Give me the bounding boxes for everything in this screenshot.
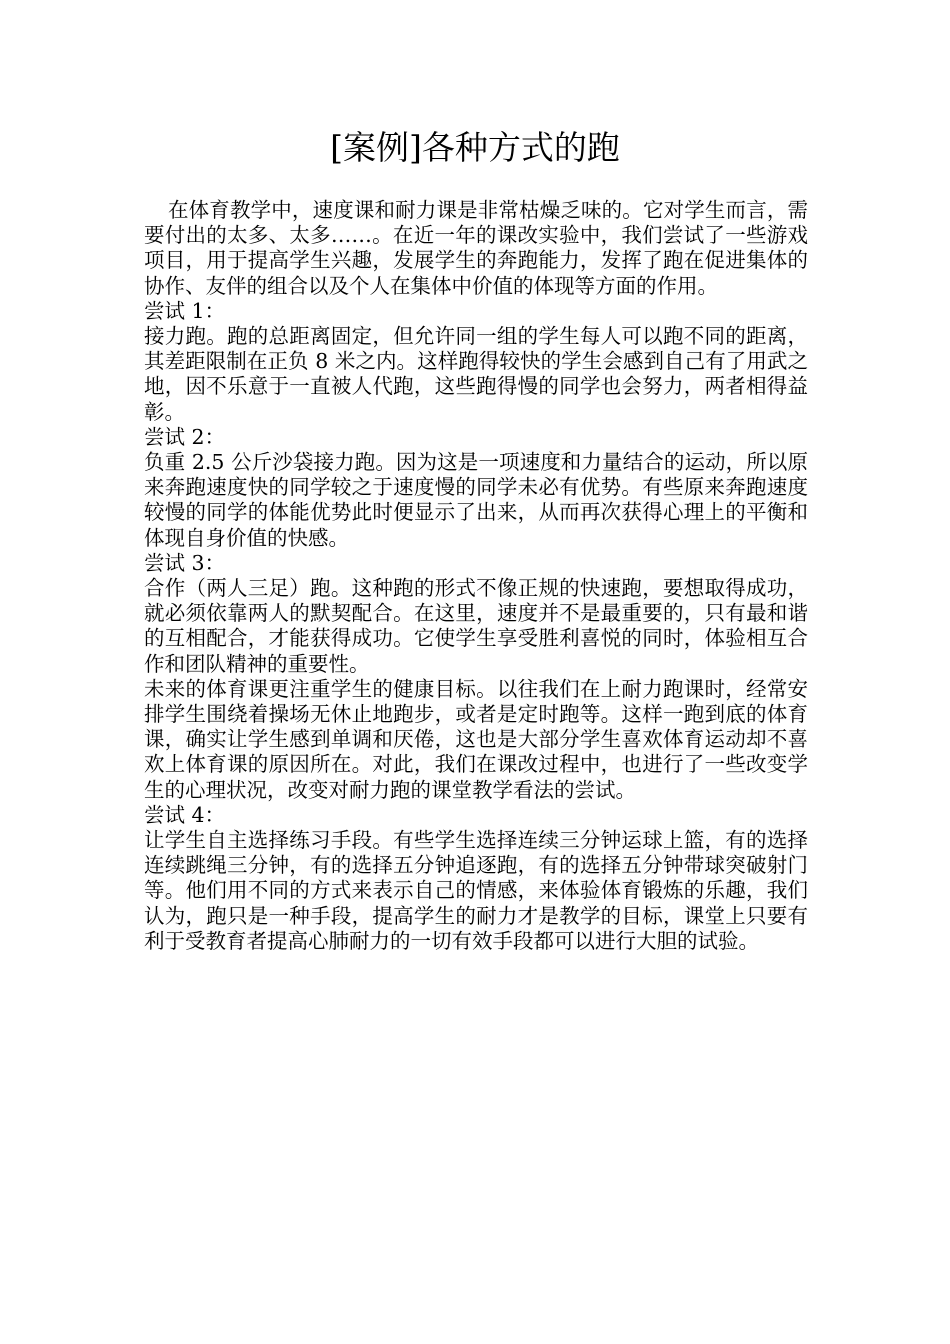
future-pe-paragraph: 未来的体育课更注重学生的健康目标。以往我们在上耐力跑课时，经常安排学生围绕着操场无休止地跑步，或者是定时跑等。这样一跑到底的体育课，确实让学生感到单调和厌倦，这也是大部分学生喜欢体育运动却不喜欢上体育课的原因所在。对此，我们在课改过程中，也进行了一些改变学生的心理状况，改变对耐力跑的课堂教学看法的尝试。 — [144, 676, 808, 802]
attempt-2-heading: 尝试 2： — [144, 424, 226, 449]
attempt-3-paragraph: 合作（两人三足）跑。这种跑的形式不像正规的快速跑，要想取得成功，就必须依靠两人的默契配合。在这里，速度并不是最重要的，只有最和谐的互相配合，才能获得成功。它使学生享受胜利喜悦的同时，体验相互合作和团队精神的重要性。 — [144, 576, 808, 676]
document-title: [案例]各种方式的跑 — [330, 128, 620, 167]
attempt-2-paragraph: 负重 2.5 公斤沙袋接力跑。因为这是一项速度和力量结合的运动，所以原来奔跑速度快的同学较之于速度慢的同学未必有优势。有些原来奔跑速度较慢的同学的体能优势此时便显示了出来，从而再次获得心理上的平衡和体现自身价值的快感。 — [144, 450, 808, 550]
attempt-3-heading: 尝试 3： — [144, 550, 226, 575]
attempt-4-paragraph: 让学生自主选择练习手段。有些学生选择连续三分钟运球上篮，有的选择连续跳绳三分钟，有的选择五分钟追逐跑，有的选择五分钟带球突破射门等。他们用不同的方式来表示自己的情感，来体验体育锻炼的乐趣，我们认为，跑只是一种手段，提高学生的耐力才是教学的目标，课堂上只要有利于受教育者提高心肺耐力的一切有效手段都可以进行大胆的试验。 — [144, 828, 808, 953]
attempt-1-heading: 尝试 1： — [144, 298, 226, 323]
attempt-4-heading: 尝试 4： — [144, 802, 226, 827]
document-body — [144, 198, 808, 954]
intro-paragraph: 在体育教学中，速度课和耐力课是非常枯燥乏味的。它对学生而言，需要付出的太多、太多……。在近一年的课改实验中，我们尝试了一些游戏项目，用于提高学生兴趣，发展学生的奔跑能力，发挥了跑在促进集体的协作、友伴的组合以及个人在集体中价值的体现等方面的作用。 — [144, 198, 808, 298]
attempt-1-paragraph: 接力跑。跑的总距离固定，但允许同一组的学生每人可以跑不同的距离，其差距限制在正负 8 米之内。这样跑得较快的学生会感到自己有了用武之地，因不乐意于一直被人代跑，这些跑得慢的同学也会努力，两者相得益彰。 — [144, 324, 808, 424]
